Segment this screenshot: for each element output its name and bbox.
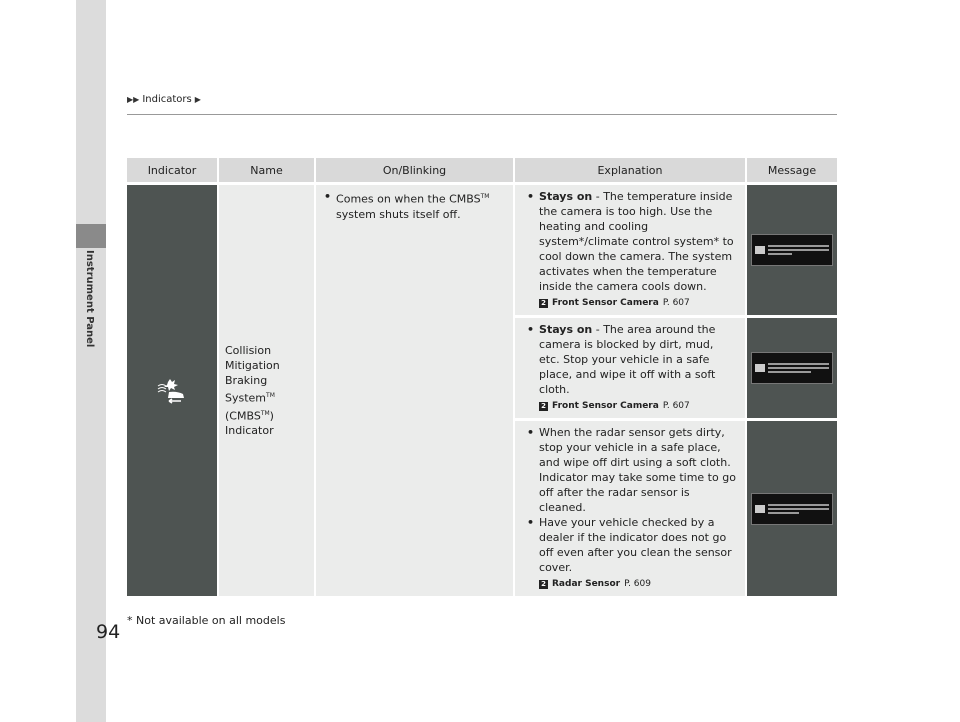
indicator-name-cell xyxy=(218,185,315,596)
message-cell xyxy=(746,420,837,597)
column-header: On/Blinking xyxy=(315,158,514,182)
cross-reference[interactable]: 2 Front Sensor Camera P. 607 xyxy=(539,296,737,311)
triangle-icon: ▶ xyxy=(194,95,201,104)
section-label: Instrument Panel xyxy=(84,250,95,348)
breadcrumb-item[interactable]: Indicators xyxy=(142,94,192,105)
message-cell xyxy=(746,185,837,317)
header-divider xyxy=(127,114,837,115)
table-header-row xyxy=(127,158,837,182)
reference-arrow-icon: 2 xyxy=(539,580,548,589)
side-tab-marker xyxy=(76,224,106,248)
message-display-image xyxy=(751,493,833,525)
column-header: Explanation xyxy=(514,158,746,182)
table-row xyxy=(127,185,837,317)
reference-arrow-icon: 2 xyxy=(539,299,548,308)
cross-reference[interactable]: 2 Front Sensor Camera P. 607 xyxy=(539,399,737,414)
indicator-cell xyxy=(127,185,218,596)
cmbs-indicator-icon xyxy=(155,376,189,406)
explanation-cell: • Stays on - The temperature inside the camera is too high. Use the heating and cooling system*/climate control system* to cool down the camera. The system activates when the temperature inside the camera cools down. 2 Front Sensor Camera P. 607 xyxy=(514,185,746,317)
cross-reference[interactable]: 2 Radar Sensor P. 609 xyxy=(539,577,737,592)
indicator-table xyxy=(127,158,837,596)
side-tab-bar xyxy=(76,0,106,722)
on-blinking-cell xyxy=(315,185,514,596)
on-blinking-text: • Comes on when the CMBS™ system shuts itself off. xyxy=(324,190,490,221)
footnote: * Not available on all models xyxy=(127,614,286,627)
breadcrumb xyxy=(127,94,201,105)
column-header: Message xyxy=(746,158,837,182)
explanation-cell: • When the radar sensor gets dirty, stop your vehicle in a safe place, and wipe off dirt using a soft cloth. Indicator may take some time to go off after the radar sensor is cleaned. • Have your vehicle checked by a dealer if the indicator does not go off even after you clean the sensor cover. 2 Radar Sensor P. 609 xyxy=(514,420,746,597)
column-header: Name xyxy=(218,158,315,182)
indicator-name: Collision Mitigation Braking System™ (CMBS™) Indicator xyxy=(225,343,280,438)
message-display-image xyxy=(751,352,833,384)
page-number: 94 xyxy=(96,621,121,643)
triangle-icon: ▶▶ xyxy=(127,95,140,104)
reference-arrow-icon: 2 xyxy=(539,402,548,411)
explanation-cell: • Stays on - The area around the camera is blocked by dirt, mud, etc. Stop your vehicle in a safe place, and wipe it off with a soft cloth. 2 Front Sensor Camera P. 607 xyxy=(514,317,746,420)
column-header: Indicator xyxy=(127,158,218,182)
message-display-image xyxy=(751,234,833,266)
message-cell xyxy=(746,317,837,420)
